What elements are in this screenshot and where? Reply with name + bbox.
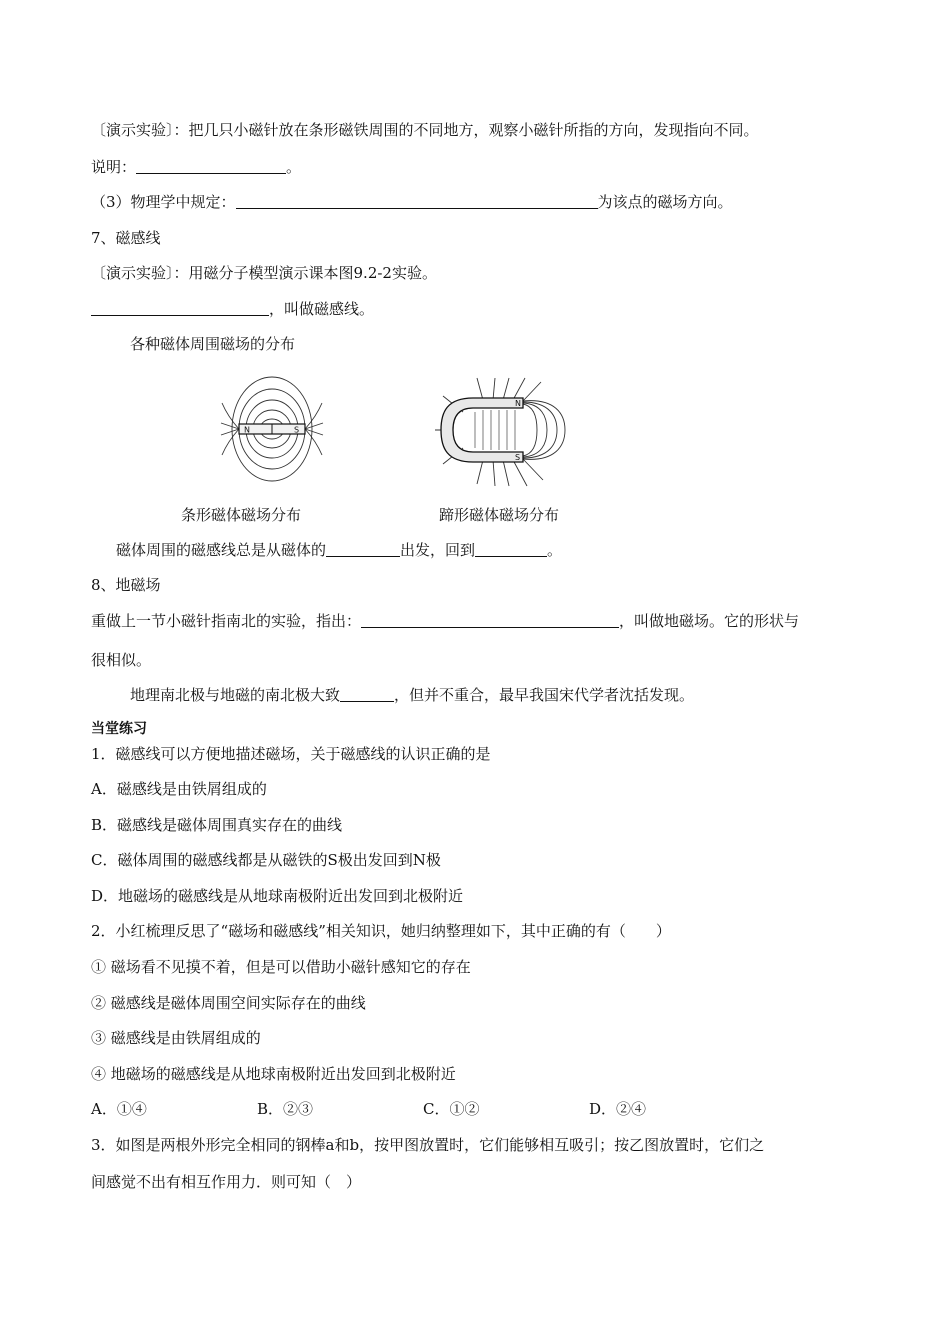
q2-option-b: B．②③ (257, 1100, 314, 1118)
explain-blank (136, 158, 286, 174)
q2-statement-2: ② 磁感线是磁体周围空间实际存在的曲线 (91, 994, 366, 1012)
rule-end: 为该点的磁场方向。 (597, 193, 733, 211)
section-7-heading: 7、磁感线 (91, 229, 161, 247)
section-8-heading: 8、地磁场 (91, 576, 161, 594)
bar-magnet-caption: 条形磁体磁场分布 (181, 506, 302, 524)
rule-line (91, 192, 733, 212)
from-blank-2 (475, 541, 547, 557)
q2-option-d: D．②④ (589, 1100, 647, 1118)
explain-end: 。 (286, 158, 302, 176)
q2-option-a: A．①④ (91, 1100, 147, 1118)
explain-label: 说明： (91, 158, 137, 176)
q2-option-c: C．①② (423, 1100, 480, 1118)
magline-end: ，叫做磁感线。 (269, 300, 375, 318)
q2-statement-1: ① 磁场看不见摸不着，但是可以借助小磁针感知它的存在 (91, 958, 471, 976)
q1-option-a: A．磁感线是由铁屑组成的 (91, 780, 267, 798)
horseshoe-s-label: S (515, 453, 521, 462)
geo-b: ，但并不重合，最早我国宋代学者沈括发现。 (394, 686, 695, 704)
geo-a: 地理南北极与地磁的南北极大致 (130, 686, 341, 704)
question-3-line-1: 3．如图是两根外形完全相同的钢棒a和b，按甲图放置时，它们能够相互吸引；按乙图放置时，它们之 (91, 1136, 765, 1154)
question-3-line-2: 间感觉不出有相互作用力．则可知（ ） (91, 1173, 362, 1191)
magline-blank (91, 300, 269, 316)
from-blank-1 (326, 541, 400, 557)
horseshoe-n-label: N (515, 399, 521, 408)
demo-text-2: 〔演示实验〕：用磁分子模型演示课本图9.2-2实验。 (91, 264, 437, 282)
bar-s-label: S (294, 425, 300, 435)
field-direction-line (116, 540, 562, 560)
horseshoe-magnet-field-figure (433, 372, 569, 492)
earth-field-line (91, 611, 799, 631)
earth-blank (361, 612, 619, 628)
magline-def-line (91, 299, 374, 319)
distribution-title: 各种磁体周围磁场的分布 (130, 335, 296, 353)
rule-blank (236, 193, 598, 209)
rule-label: （3）物理学中规定： (91, 193, 236, 211)
demo-text-1: 〔演示实验〕：把几只小磁针放在条形磁铁周围的不同地方，观察小磁针所指的方向，发现指向不同。 (91, 121, 759, 139)
question-1: 1．磁感线可以方便地描述磁场，关于磁感线的认识正确的是 (91, 745, 491, 763)
from-c: 。 (547, 541, 563, 559)
bar-n-label: N (244, 425, 250, 435)
horseshoe-magnet-caption: 蹄形磁体磁场分布 (439, 506, 560, 524)
q2-statement-4: ④ 地磁场的磁感线是从地球南极附近出发回到北极附近 (91, 1065, 456, 1083)
earth-b: ，叫做地磁场。它的形状与 (619, 612, 800, 630)
bar-magnet-field-figure (219, 368, 325, 490)
geo-poles-line (130, 685, 694, 705)
earth-field-line-2: 很相似。 (91, 651, 152, 669)
earth-a: 重做上一节小磁针指南北的实验，指出： (91, 612, 362, 630)
question-2: 2．小红梳理反思了“磁场和磁感线”相关知识，她归纳整理如下，其中正确的有（ ） (91, 922, 671, 940)
q1-option-d: D．地磁场的磁感线是从地球南极附近出发回到北极附近 (91, 887, 464, 905)
from-a: 磁体周围的磁感线总是从磁体的 (116, 541, 327, 559)
geo-blank (340, 686, 394, 702)
q1-option-c: C．磁体周围的磁感线都是从磁铁的S极出发回到N极 (91, 851, 441, 869)
q2-statement-3: ③ 磁感线是由铁屑组成的 (91, 1029, 261, 1047)
q1-option-b: B．磁感线是磁体周围真实存在的曲线 (91, 816, 343, 834)
explain-line (91, 157, 301, 177)
practice-heading: 当堂练习 (91, 721, 147, 737)
from-b: 出发，回到 (400, 541, 476, 559)
